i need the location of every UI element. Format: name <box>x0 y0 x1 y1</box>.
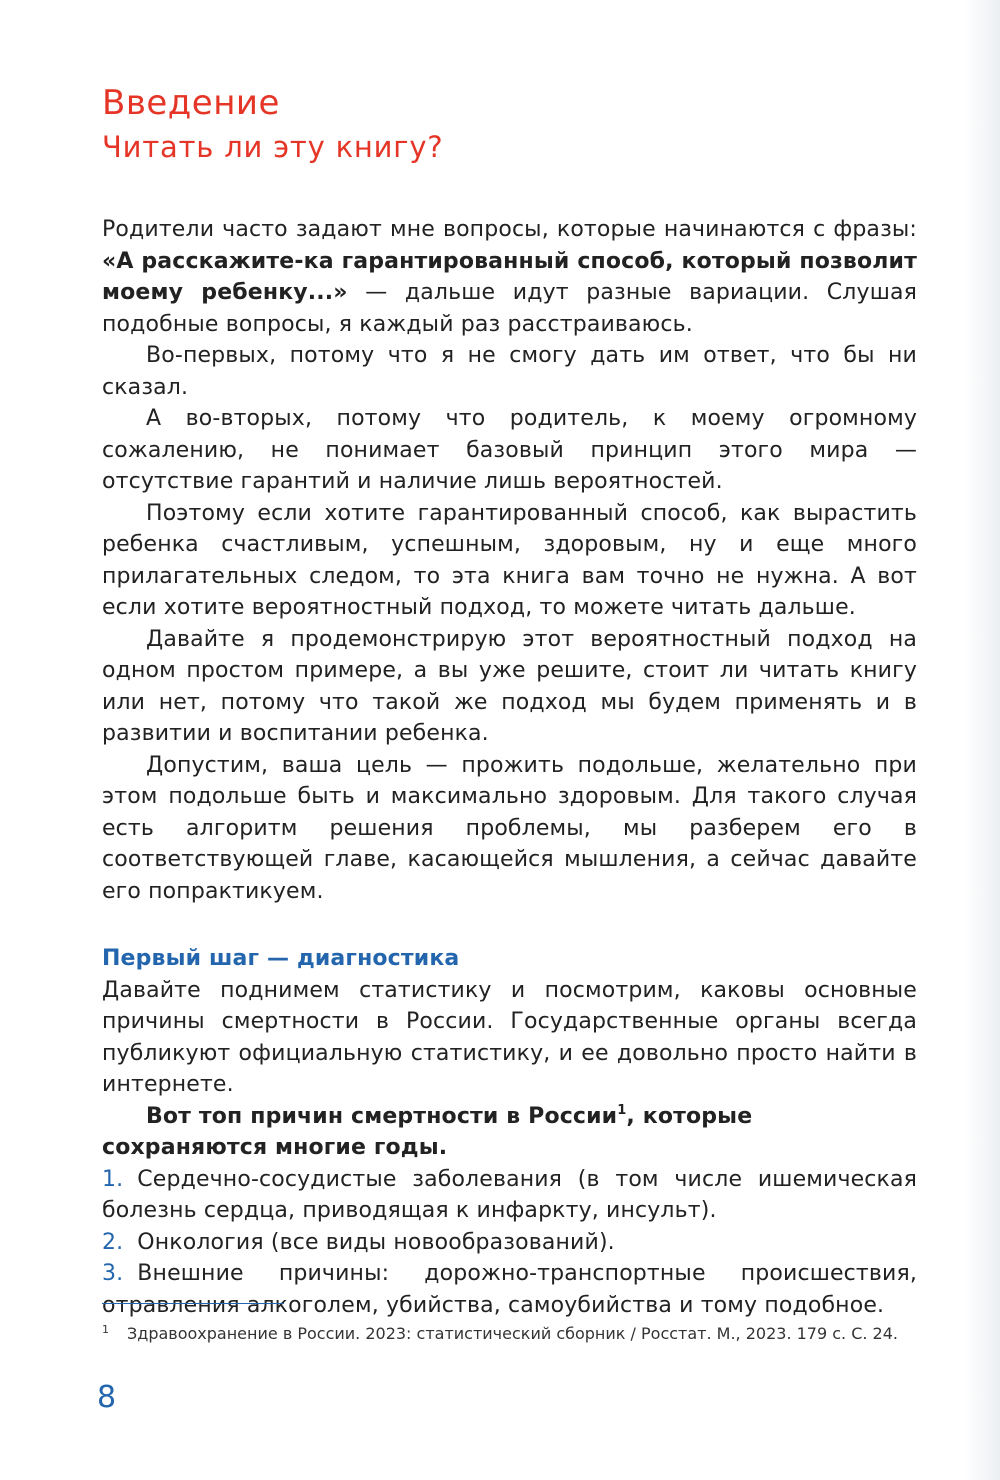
intro-paragraph-2: Во-первых, потому что я не смогу дать им ответ, что бы ни сказал. <box>102 343 917 400</box>
list-number: 2. <box>102 1229 124 1255</box>
list-number: 3. <box>102 1261 124 1286</box>
page-content <box>102 80 917 1321</box>
intro-p1-tail: — дальше идут разные вариации. Слушая подобные вопросы, я каждый раз расстраиваюсь. <box>102 280 917 337</box>
footnote-mark: 1 <box>102 1323 109 1336</box>
chapter-title: Введение <box>102 83 280 123</box>
footnote <box>102 1322 942 1346</box>
list-item-text: Сердечно-сосудистые заболевания (в том числе ишемическая болезнь сердца, приводящая к инфаркту, инсульт). <box>102 1166 917 1223</box>
bold-intro-part-b: , которые сохраняются многие годы. <box>102 1103 753 1160</box>
bold-intro-part-a: Вот топ причин смертности в России <box>146 1103 618 1129</box>
page-edge-shading <box>964 0 1000 1480</box>
page-number: 8 <box>97 1380 117 1415</box>
section-bold-intro <box>102 1101 917 1164</box>
intro-paragraph-6: Допустим, ваша цель — прожить подольше, желательно при этом подольше быть и максимально здоровым. Для такого случая есть алгоритм решения проблемы, мы разберем его в соответствующей главе, касающейся мышления, а сейчас давайте его попрактикуем. <box>102 752 917 904</box>
chapter-subtitle: Читать ли эту книгу? <box>102 130 444 164</box>
intro-p1-quote: «А расскажите-ка гарантированный способ, который позволит моему ребенку...» <box>102 248 917 305</box>
intro-text <box>102 214 917 907</box>
intro-paragraph-3: А во-вторых, потому что родитель, к моему огромному сожалению, не понимает базовый принцип этого мира — отсутствие гарантий и наличие лишь вероятностей. <box>102 406 917 494</box>
footnote-reference[interactable]: 1 <box>617 1102 627 1118</box>
list-number: 1. <box>102 1166 124 1192</box>
section-paragraph-1: Давайте поднимем статистику и посмотрим, каковы основные причины смертности в России. Государственные органы всегда публикуют официальную статистику, и ее довольно просто найти в интернете. <box>102 977 917 1097</box>
footnote-divider <box>102 1303 284 1304</box>
intro-paragraph-4: Поэтому если хотите гарантированный способ, как вырастить ребенка счастливым, успешным, здоровым, ну и еще много прилагательных следом, то эта книга вам точно не нужна. А вот если хотите вероятностный подход, то можете читать дальше. <box>102 500 917 620</box>
causes-list <box>102 1164 917 1322</box>
footnote-text: Здравоохранение в России. 2023: статистический сборник / Росстат. М., 2023. 179 с. С. 24. <box>127 1324 898 1343</box>
section-heading: Первый шаг — диагностика <box>102 946 460 971</box>
list-item <box>102 1164 917 1227</box>
list-item <box>102 1258 917 1321</box>
list-item-text: Внешние причины: дорожно-транспортные происшествия, отравления алкоголем, убийства, самоубийства и тому подобное. <box>102 1261 917 1318</box>
list-item <box>102 1227 917 1259</box>
intro-paragraph-5: Давайте я продемонстрирую этот вероятностный подход на одном простом примере, а вы уже решите, стоит ли читать книгу или нет, потому что такой же подход мы будем применять и в развитии и воспитании ребенка. <box>102 626 917 746</box>
list-item-text: Онкология (все виды новообразований). <box>137 1229 615 1255</box>
intro-p1-text: Родители часто задают мне вопросы, которые начинаются с фразы: <box>102 217 917 242</box>
intro-paragraph-1 <box>102 214 917 340</box>
